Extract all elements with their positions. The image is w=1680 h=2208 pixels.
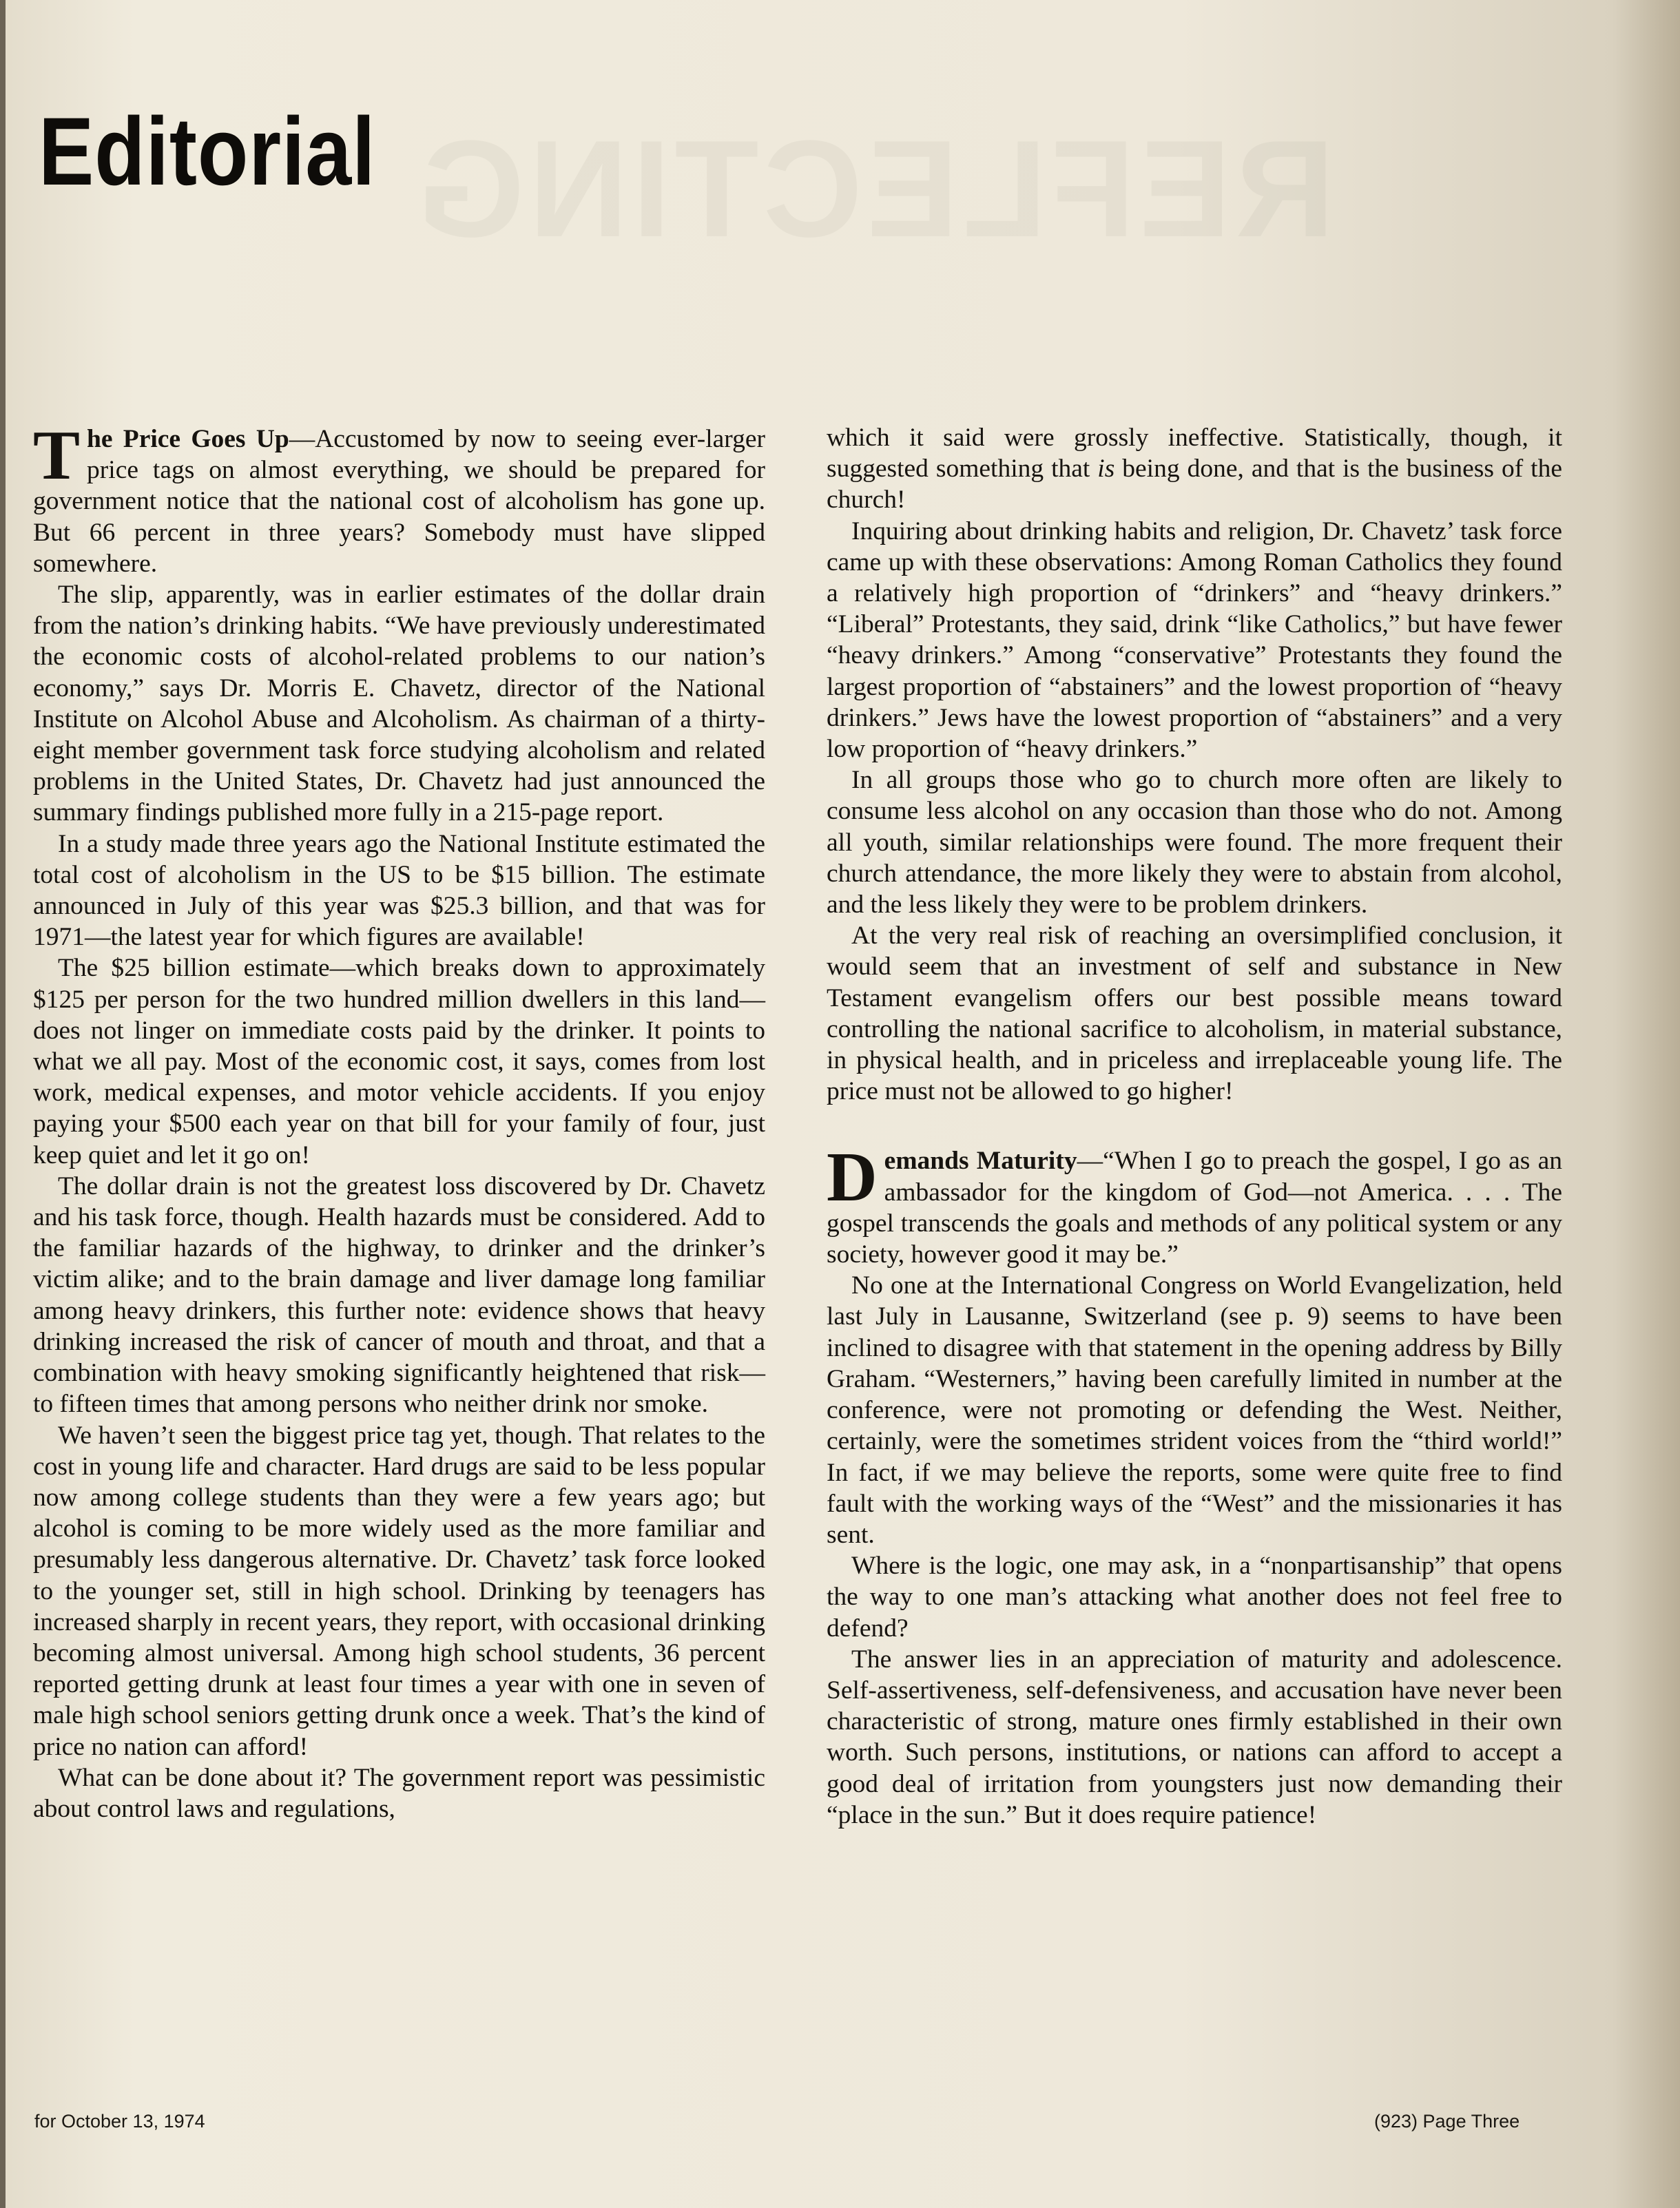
- column-right: [827, 422, 1562, 1831]
- article2-paragraph-4: The answer lies in an appreciation of maturity and adolescence. Self-assertiveness, self-defensiveness, and accusation have never been characteristic of strong, mature ones firmly established in their own worth. Such persons, institutions, or nations can afford to accept a good deal of irritation from youngsters just now demanding their “place in the sun.” But it does require patience!: [827, 1645, 1562, 1829]
- article1-dropcap: T: [33, 417, 81, 494]
- article2-dropcap: D: [827, 1138, 878, 1217]
- article1-paragraph-4: The $25 billion estimate—which breaks down to approximately $125 per person for the two hundred million dwellers in this land—does not linger on immediate costs paid by the drinker. It points to what we all pay. Most of the economic cost, it says, comes from lost work, medical expenses, and motor vehicle accidents. If you enjoy paying your $500 each year on that bill for your family of four, just keep quiet and let it go on!: [33, 954, 765, 1169]
- page-edge: [0, 0, 6, 2208]
- article1-paragraph-7-start: What can be done about it? The government report was pessimistic about control laws and regulations,: [33, 1763, 765, 1823]
- article1-paragraph-9: In all groups those who go to church more often are likely to consume less alcohol on any occasion than those who do not. Among all youth, similar relationships were found. The more frequent their church attendance, the more likely they were to abstain from alcohol, and the less likely they were to be problem drinkers.: [827, 766, 1562, 919]
- article2-paragraph-3: Where is the logic, one may ask, in a “nonpartisanship” that opens the way to one man’s attacking what another does not feel free to defend?: [827, 1552, 1562, 1643]
- show-through-print: REFLECTING: [413, 112, 1335, 266]
- article1-title: he Price Goes Up: [87, 425, 289, 453]
- article1-paragraph-10: At the very real risk of reaching an oversimplified conclusion, it would seem that an investment of self and substance in New Testament evangelism offers our best possible means toward controlling the national sacrifice to alcoholism, in material substance, in physical health, and in priceless and irreplaceable young life. The price must not be allowed to go higher!: [827, 921, 1562, 1106]
- article2-text-1: —“When I go to preach the gospel, I go as an ambassador for the kingdom of God—not America. . . . The gospel transcends the goals and methods of any political system or any society, however good it may be.”: [827, 1147, 1562, 1269]
- article2-paragraph-2: No one at the International Congress on World Evangelization, held last July in Lausanne, Switzerland (see p. 9) seems to have been inclined to disagree with that statement in the opening address by Billy Graham. “Westerners,” having been carefully limited in number at the conference, were not promoting or defending the West. Neither, certainly, were the sometimes strident voices from the “third world!” In fact, if we may believe the reports, some were quite free to find fault with the working ways of the “West” and the missionaries it has sent.: [827, 1271, 1562, 1549]
- column-left: [33, 417, 766, 1824]
- article1-paragraph-6: We haven’t seen the biggest price tag yet, though. That relates to the cost in young life and character. Hard drugs are said to be less popular now among college students than they were a few years ago; but alcohol is coming to be more widely used as the more familiar and presumably less dangerous alternative. Dr. Chavetz’ task force looked to the younger set, still in high school. Drinking by teenagers has increased sharply in recent years, they report, with occasional drinking becoming almost universal. Among high school students, 36 percent reported getting drunk at least four times a year with one in seven of male high school seniors getting drunk once a week. That’s the kind of price no nation can afford!: [33, 1421, 765, 1761]
- article1-paragraph-5: The dollar drain is not the greatest loss discovered by Dr. Chavetz and his task force, though. Health hazards must be considered. Add to the familiar hazards of the highway, to drinker and the drinker’s victim alike; and to the brain damage and liver damage long familiar among heavy drinkers, this further note: evidence shows that heavy drinking increased the risk of cancer of mouth and throat, and that a combination with heavy smoking significantly heightened that risk—to fifteen times that among persons who neither drink nor smoke.: [33, 1171, 765, 1419]
- article1-text-1: —Accustomed by now to seeing ever-larger price tags on almost everything, we should be prepared for government notice that the national cost of alcoholism has gone up. But 66 percent in three years? Somebody must have slipped somewhere.: [33, 425, 766, 578]
- article1-paragraph-1: [33, 417, 766, 579]
- footer-page-number: (923) Page Three: [1374, 2111, 1520, 2132]
- article1-paragraph-2: The slip, apparently, was in earlier estimates of the dollar drain from the nation’s drinking habits. “We have previously underestimated the economic costs of alcohol-related problems to our nation’s economy,” says Dr. Morris E. Chavetz, director of the National Institute on Alcohol Abuse and Alcoholism. As chairman of a thirty-eight member government task force studying alcoholism and related problems in the United States, Dr. Chavetz had just announced the summary findings published more fully in a 215-page report.: [33, 581, 765, 827]
- article2-title: emands Maturity: [884, 1147, 1077, 1176]
- article1-paragraph-3: In a study made three years ago the National Institute estimated the total cost of alcoholism in the US to be $15 billion. The estimate announced in July of this year was $25.3 billion, and that was for 1971—the latest year for which figures are available!: [33, 829, 765, 952]
- footer-date: for October 13, 1974: [34, 2111, 205, 2132]
- page-title: Editorial: [39, 97, 376, 205]
- article1-paragraph-7-cont: which it said were grossly ineffective. Statistically, though, it suggested something that is being done, and that is the business of the church!: [827, 424, 1562, 514]
- article1-paragraph-8: Inquiring about drinking habits and religion, Dr. Chavetz’ task force came up with these observations: Among Roman Catholics they found a relatively high proportion of “drinkers” and “heavy drinkers.” “Liberal” Protestants, they said, drink “like Catholics,” but have fewer “heavy drinkers.” Among “conservative” Protestants they found the largest proportion of “abstainers” and the lowest proportion of “heavy drinkers.” Jews have the lowest proportion of “abstainers” and a very low proportion of “heavy drinkers.”: [827, 517, 1562, 764]
- article2-paragraph-1: [827, 1138, 1562, 1270]
